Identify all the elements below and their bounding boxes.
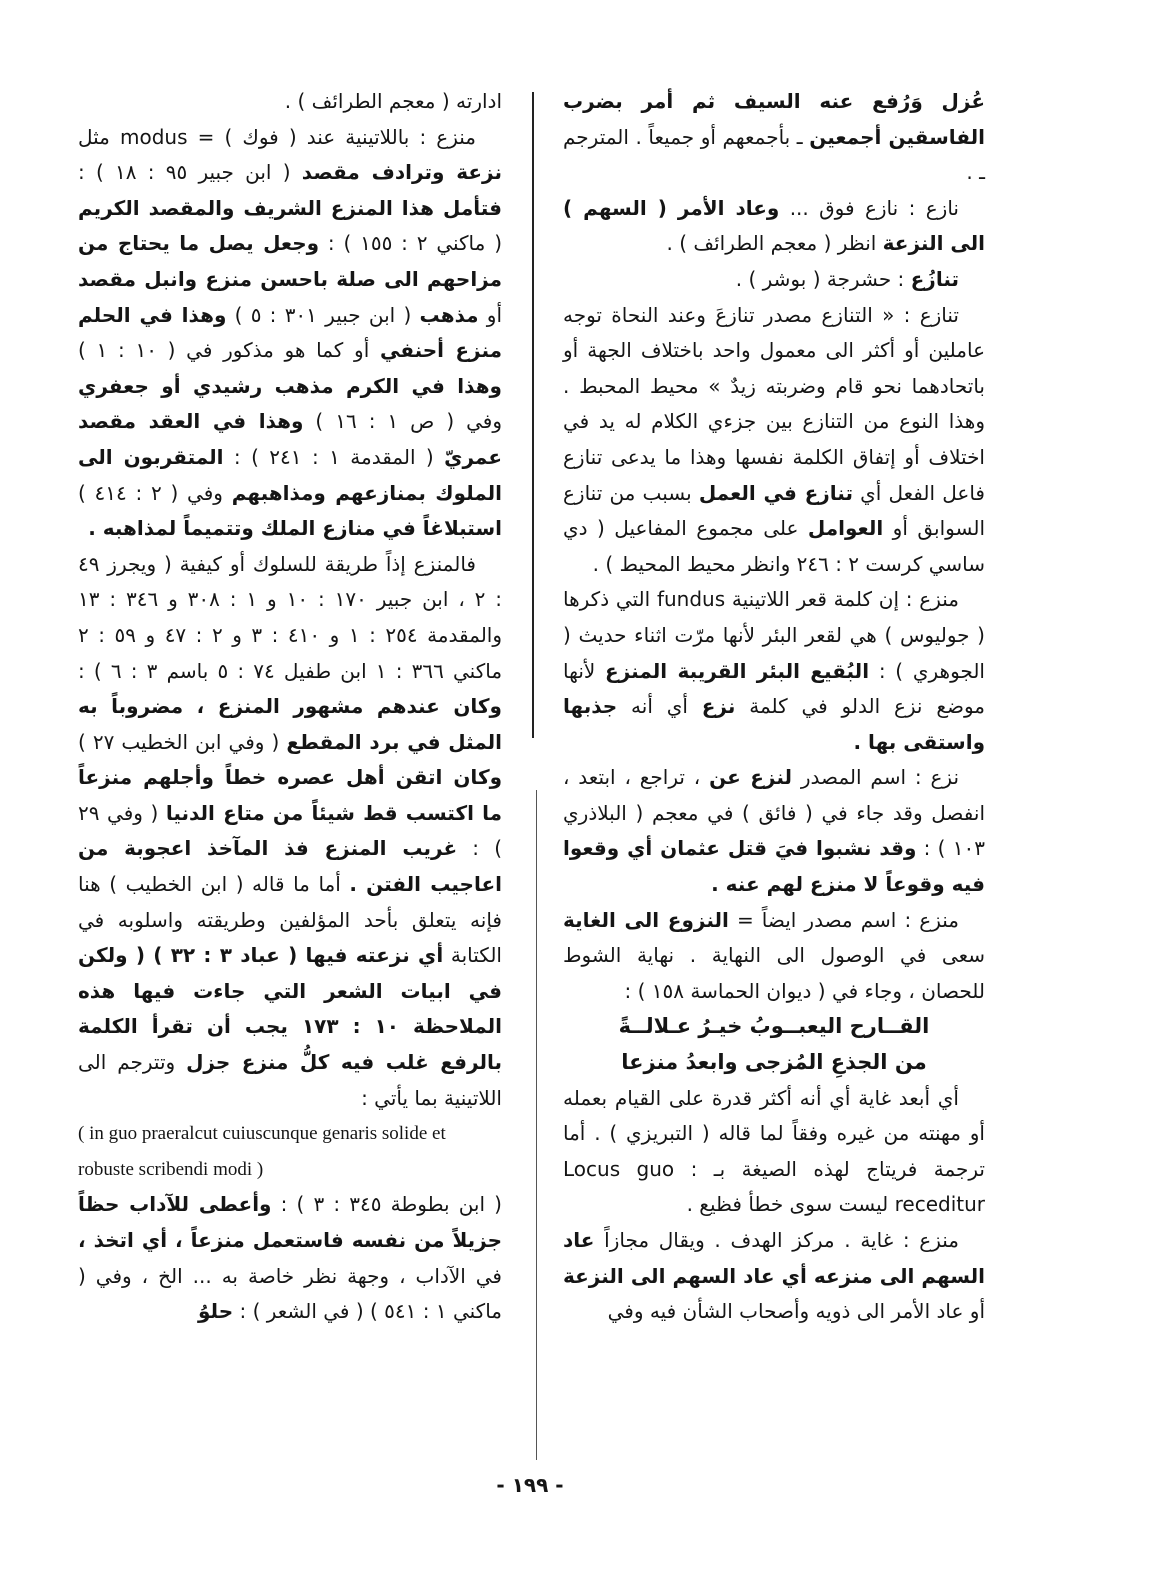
left-column	[78, 84, 502, 1330]
right-column	[563, 84, 985, 1330]
paragraph: منزع : غاية . مركز الهدف . ويقال مجازاً عاد السهم الى منزعه أي عاد السهم الى النزعة أو عاد الأمر الى ذويه وأصحاب الشأن فيه وفي	[563, 1228, 985, 1324]
column-divider	[536, 790, 537, 1460]
paragraph: منزع : إن كلمة قعر اللاتينية fundus التي ذكرها ( جوليوس ) هي لقعر البئر لأنها مرّت اثناء حديث ( الجوهري ) : البُقيع البئر القريبة المنزع لأنها موضع نزع الدلو في كلمة نزع أي أنه جذبها واستقى بها .	[563, 587, 985, 754]
paragraph: منزع : اسم مصدر ايضاً = النزوع الى الغاية سعى في الوصول الى النهاية . نهاية الشوط للحصان ، وجاء في ( ديوان الحماسة ١٥٨ ) :	[563, 907, 985, 1003]
paragraph: منزع : باللاتينية عند ( فوك ) = modus مثل نزعة وترادف مقصد ( ابن جبير ٩٥ : ١٨ ) : فتأمل هذا المنزع الشريف والمقصد الكريم ( ماكني ٢ : ١٥٥ ) : وجعل يصل ما يحتاج من مزاحهم الى صلة باحسن منزع وانبل مقصد أو مذهب ( ابن جبير ٣٠١ : ٥ ) وهذا في الحلم منزع أحنفي أو كما هو مذكور في ( ١٠ : ١ ) وهذا في الكرم مذهب رشيدي أو جعفري وفي ( ص ١ : ١٦ ) وهذا في العقد مقصد عمريّ ( المقدمة ١ : ٢٤١ ) : المتقربون الى الملوك بمنازعهم ومذاهبهم وفي ( ٢ : ٤١٤ ) استبلاغاً في منازع الملك وتتميماً لمذاهبه .	[78, 124, 503, 541]
paragraph: نزع : اسم المصدر لنزع عن ، تراجع ، ابتعد ، انفصل وقد جاء في ( فائق ) في معجم ( البلاذري ١٠٣ ) : وقد نشبوا فيَ قتل عثمان أي وقعوا فيه وقوعاً لا منزع لهم عنه .	[563, 765, 985, 897]
paragraph: فالمنزع إذاً طريقة للسلوك أو كيفية ( ويجرز ٤٩ : ٢ ، ابن جبير ١٧٠ : ١٠ و ١ : ٣٠٨ و ٣٤٦ : ١٣ والمقدمة ٢٥٤ : ١ و ٤١٠ : ٣ و ٢ : ٤٧ و ٥٩ : ٢ ماكني ٣٦٦ : ١ ابن طفيل ٧٤ : ٥ باسم ٣ : ٦ ) : وكان عندهم مشهور المنزع ، مضروباً به المثل في برد المقطع ( وفي ابن الخطيب ٢٧ ) وكان اتقن أهل عصره خطاً وأجلهم منزعاً ما اكتسب قط شيئاً من متاع الدنيا ( وفي ٢٩ ) : غريب المنزع فذ المآخذ اعجوبة من اعاجيب الفتن . أما ما قاله ( ابن الخطيب ) هنا فإنه يتعلق بأحد المؤلفين وطريقته واسلوبه في الكتابة أي نزعته فيها ( عباد ٣ : ٣٢ ) ( ولكن في ابيات الشعر التي جاءت فيها هذه الملاحظة ١٠ : ١٧٣ يجب أن تقرأ الكلمة بالرفع غلب فيه كلُّ منزع جزل وتترجم الى اللاتينية بما يأتي :	[78, 551, 503, 1110]
paragraph: عُزل وَرُفع عنه السيف ثم أمر بضرب الفاسقين أجمعين ـ بأجمعهم أو جميعاً . المترجم ـ .	[563, 89, 986, 185]
page-number: - ١٩٩ -	[496, 1473, 564, 1497]
paragraph: نازع : نازع فوق ... وعاد الأمر ( السهم ) الى النزعة انظر ( معجم الطرائف ) .	[563, 195, 985, 256]
paragraph: تنازع : « التنازع مصدر تنازعَ وعند النحاة توجه عاملين أو أكثر الى معمول واحد باختلاف الجهة أو باتحادهما نحو قام وضربته زيدٌ » محيط المحبط . وهذا النوع من التنازع بين جزءي الكلام له يد في اختلاف أو إتفاق الكلمة نفسها وهذا ما يدعى تنازع فاعل الفعل أي تنازع في العمل بسبب من تنازع السوابق أو العوامل على مجموع المفاعيل ( دي ساسي كرست ٢ : ٢٤٦ وانظر محيط المحيط ) .	[563, 302, 985, 576]
paragraph: تنازُع : حشرجة ( بوشر ) .	[735, 266, 959, 291]
latin-quote: ( in guo praeralcut cuiuscunque genaris solide et robuste scribendi modi )	[78, 1123, 446, 1180]
column-divider	[532, 92, 534, 738]
paragraph: ادارته ( معجم الطرائف ) .	[284, 89, 502, 113]
verse-line: من الجذعِ المُزجى وابعدُ منزعا	[621, 1050, 927, 1075]
paragraph: ( ابن بطوطة ٣٤٥ : ٣ ) : وأعطى للآداب حظاً جزيلاً من نفسه فاستعمل منزعاً ، أي اتخذ ، في الآداب ، وجهة نظر خاصة به ... الخ ، وفي ( ماكني ١ : ٥٤١ ) ( في الشعر ) : حلوُ	[78, 1192, 502, 1324]
verse-line: القــارح اليعبــوبُ خيـرُ عـلالــةً	[618, 1014, 930, 1039]
paragraph: أي أبعد غاية أي أنه أكثر قدرة على القيام بعمله أو مهنته من غيره وفقاً لما قاله ( التبريزي ) . أما ترجمة فريتاج لهذه الصيغة بـ : Locus guo receditur ليست سوى خطأ فظيع .	[563, 1085, 985, 1217]
